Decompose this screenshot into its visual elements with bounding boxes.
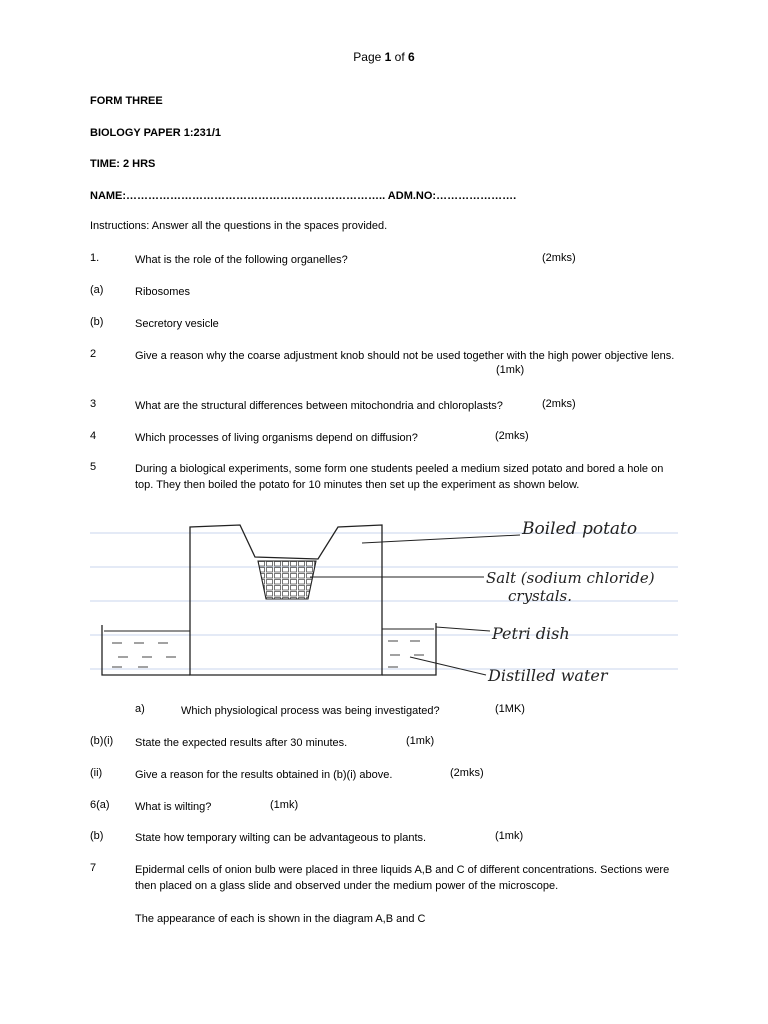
question-number: 5 xyxy=(90,461,97,473)
question-number: (a) xyxy=(90,284,104,296)
page-current: 1 xyxy=(384,50,392,64)
question-marks: (1mk) xyxy=(406,735,435,747)
notebook-lines xyxy=(90,533,678,669)
boiled-potato xyxy=(190,525,382,675)
question-text: Ribosomes xyxy=(135,286,191,298)
question-text: State how temporary wilting can be advantageous to plants. xyxy=(135,832,427,844)
question-text: What are the structural differences between mitochondria and chloroplasts? xyxy=(135,400,503,412)
question-text: What is the role of the following organelles? xyxy=(135,254,348,266)
label-petri-dish: Petri dish xyxy=(492,624,570,643)
question-text: State the expected results after 30 minutes. xyxy=(135,737,348,749)
left-water-dashes xyxy=(112,643,176,667)
question-number: 4 xyxy=(90,430,97,442)
label-distilled-water: Distilled water xyxy=(488,666,608,685)
paper-title: BIOLOGY PAPER 1:231/1 xyxy=(90,127,222,139)
question-text: Which processes of living organisms depend on diffusion? xyxy=(135,432,418,444)
label-leader-lines xyxy=(310,535,520,675)
question-marks: (1mk) xyxy=(496,364,525,376)
question-number: a) xyxy=(135,703,145,715)
name-adm-line: NAME:…………………………………………………………….. ADM.NO:…………………. xyxy=(90,190,517,202)
label-boiled-potato: Boiled potato xyxy=(522,519,638,539)
question-text: What is wilting? xyxy=(135,801,212,813)
question-text: Secretory vesicle xyxy=(135,318,219,330)
question-text: The appearance of each is shown in the diagram A,B and C xyxy=(135,913,426,925)
form-title: FORM THREE xyxy=(90,95,163,107)
page-of: of xyxy=(391,50,409,64)
time-allowed: TIME: 2 HRS xyxy=(90,158,156,170)
label-salt-crystals-line2: crystals. xyxy=(508,587,572,605)
question-number: (ii) xyxy=(90,767,103,779)
osmosis-experiment-figure xyxy=(90,495,678,695)
question-text: Give a reason why the coarse adjustment knob should not be used together with the high power objective lens. xyxy=(135,350,675,362)
page-total: 6 xyxy=(408,50,415,64)
page-prefix: Page xyxy=(353,50,385,64)
question-marks: (2mks) xyxy=(542,252,576,264)
page-number xyxy=(0,50,768,64)
question-number: 7 xyxy=(90,862,97,874)
question-number: 3 xyxy=(90,398,97,410)
question-number: (b)(i) xyxy=(90,735,114,747)
question-text: Give a reason for the results obtained in (b)(i) above. xyxy=(135,769,393,781)
question-number: 2 xyxy=(90,348,97,360)
instructions: Instructions: Answer all the questions in the spaces provided. xyxy=(90,220,388,232)
experiment-diagram xyxy=(90,495,678,695)
question-text: Epidermal cells of onion bulb were placed in three liquids A,B and C of different concentrations. Sections were then placed on a glass slide and observed under the medium power of the microscope. xyxy=(135,864,670,892)
right-water-dashes xyxy=(388,641,424,667)
question-marks: (2mks) xyxy=(450,767,484,779)
question-text: Which physiological process was being investigated? xyxy=(181,705,440,717)
question-marks: (2mks) xyxy=(495,430,529,442)
label-salt-crystals-line1: Salt (sodium chloride) xyxy=(486,569,655,587)
question-number: 1. xyxy=(90,252,100,264)
question-number: (b) xyxy=(90,830,104,842)
question-text: During a biological experiments, some form one students peeled a medium sized potato and bored a hole on top. They then boiled the potato for 10 minutes then set up the experiment as shown below. xyxy=(135,463,664,491)
question-marks: (1mk) xyxy=(270,799,299,811)
question-marks: (1MK) xyxy=(495,703,525,715)
salt-crystals xyxy=(258,561,316,599)
question-marks: (2mks) xyxy=(542,398,576,410)
question-marks: (1mk) xyxy=(495,830,524,842)
question-number: (b) xyxy=(90,316,104,328)
question-number: 6(a) xyxy=(90,799,110,811)
